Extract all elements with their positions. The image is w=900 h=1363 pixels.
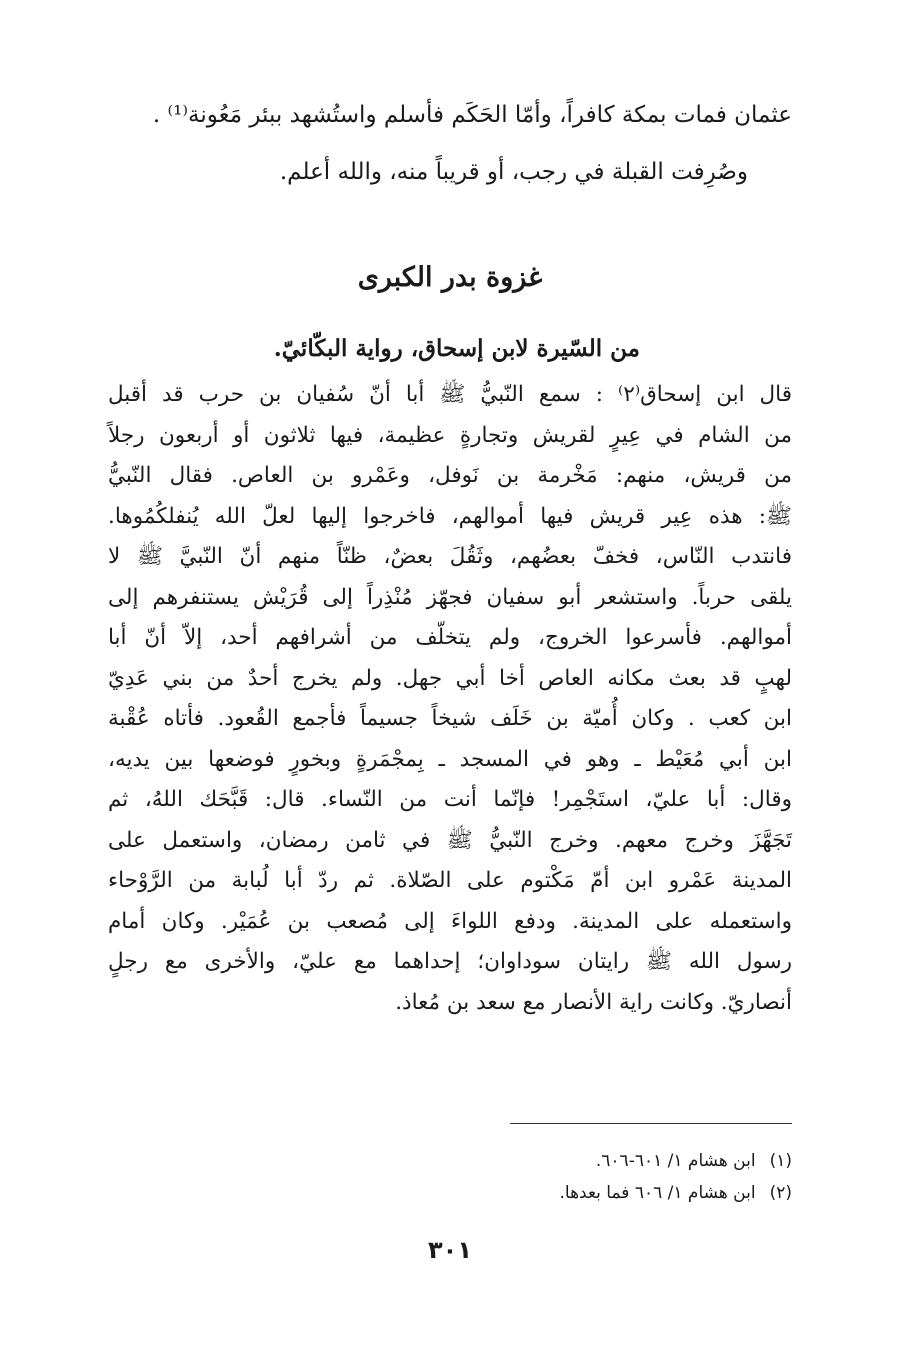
body-line: واستعمله على المدينة. ودفع اللواءَ إلى مُصعب بن عُمَيْر. وكان أمام [108,908,792,934]
body-paragraph [108,375,792,1023]
intro-line-1: عثمان فمات بمكة كافراً، وأمّا الحَكَم فأسلم واستُشهد ببئر مَعُونة⁽¹⁾ . [152,102,792,128]
footnote-text: ابن هشام ١/ ٦٠٦ فما بعدها. [559,1183,756,1203]
body-line: رسول الله ﷺ رايتان سوداوان؛ إحداهما مع عليّ، والأخرى مع رجلٍ [108,949,792,974]
page-number: ٣٠١ [428,1236,472,1264]
footnote-text: ابن هشام ١/ ٦٠١-٦٠٦. [595,1151,756,1171]
body-line: لهبٍ قد بعث مكانه العاص أخا أبي جهل. ولم يخرج أحدٌ من بني عَدِيّ [108,665,792,691]
intro-line-2: وصُرِفت القبلة في رجب، أو قريباً منه، والله أعلم. [279,159,748,185]
footnote-number: (١) [769,1151,792,1171]
body-line: ﷺ: هذه عِير قريش فيها أموالهم، فاخرجوا إليها لعلّ الله يُنفلكُمُوها. [108,503,792,529]
footnote [108,1145,792,1177]
body-line: أنصاريّ. وكانت راية الأنصار مع سعد بن مُعاذ. [395,989,792,1015]
section-heading: غزوة بدر الكبرى [357,262,543,293]
footnotes [108,1145,792,1209]
body-line: أموالهم. فأسرعوا الخروج، ولم يتخلّف من أشرافهم أحد، إلاّ أنّ أبا [108,625,792,650]
footnote [108,1177,792,1209]
footnote-number: (٢) [769,1183,792,1203]
body-line: من الشام في عِيرٍ لقريش وتجارةٍ عظيمة، فيها ثلاثون أو أربعون رجلاً [108,422,792,448]
body-line: من قريش، منهم: مَخْرمة بن نَوفل، وعَمْرو بن العاص. فقال النّبيُّ [108,463,792,488]
body-line: وقال: أبا عليّ، استَجْمِر! فإنّما أنت من النّساء. قال: قَبَّحَك اللهُ، ثم [108,787,792,812]
body-line: قال ابن إسحاق⁽٢⁾ : سمع النّبيُّ ﷺ أبا أنّ سُفيان بن حرب قد أقبل [108,382,793,407]
body-line: ابن كعب . وكان أُميّة بن خَلَف شيخاً جسيماً فأجمع القُعود. فأتاه عُقْبة [108,706,792,731]
section-subheading: من السّيرة لابن إسحاق، رواية البكّائيّ. [273,335,640,362]
footnote-divider [510,1123,792,1124]
body-line: يلقى حرباً. واستشعر أبو سفيان فجهّز مُنْذِراً إلى قُرَيْش يستنفرهم إلى [108,584,792,610]
body-line: فانتدب النّاس، فخفّ بعضُهم، وثَقُلَ بعضٌ، ظنّاً منهم أنّ النّبيَّ ﷺ لا [108,544,792,569]
body-line: ابن أبي مُعَيْط ـ وهو في المسجد ـ بِمجْمَرةٍ وبخورٍ فوضعها بين يديه، [108,746,792,772]
body-line: المدينة عَمْرو ابن أمّ مَكْتوم على الصّلاة. ثم ردّ أبا لُبابة من الرَّوْحاء [108,868,792,893]
body-line: تَجَهَّزَ وخرج معهم. وخرج النّبيُّ ﷺ في ثامن رمضان، واستعمل على [108,827,792,853]
